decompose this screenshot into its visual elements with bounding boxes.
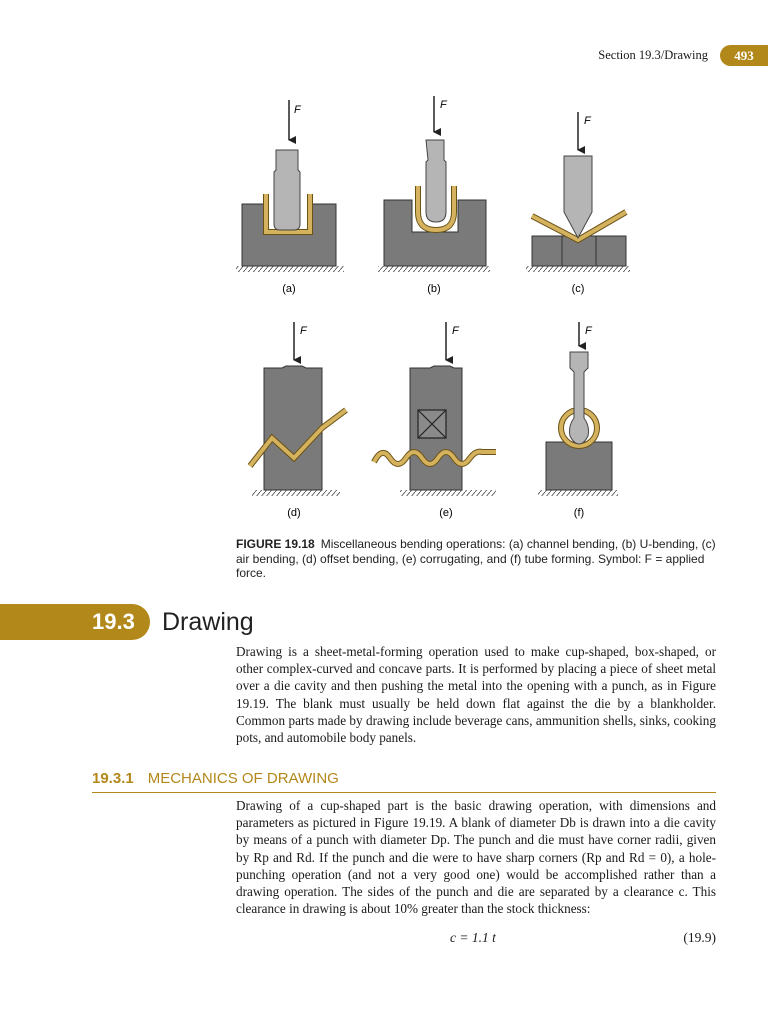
punch <box>274 150 300 230</box>
panel-e-corrugating <box>374 322 496 519</box>
force-label: F <box>585 325 592 337</box>
die-block <box>596 236 626 266</box>
section-title: Drawing <box>162 608 254 636</box>
running-header: Section 19.3/Drawing <box>598 48 708 62</box>
force-label: F <box>300 325 307 337</box>
panel-d-offset-bending <box>250 322 346 519</box>
x-marked-block <box>418 410 446 438</box>
force-label: F <box>452 325 459 337</box>
equation: c = 1.1 t <box>450 930 496 945</box>
ground-hatch <box>252 490 340 496</box>
panel-d-label: (d) <box>287 507 301 519</box>
panel-a-channel-bending <box>236 100 344 295</box>
equation-number: (19.9) <box>683 930 716 945</box>
panel-b-u-bending <box>378 96 490 295</box>
punch <box>570 352 589 444</box>
panel-c-label: (c) <box>571 283 585 295</box>
ground-hatch <box>236 266 344 272</box>
die-block <box>532 236 562 266</box>
panel-b-label: (b) <box>427 283 441 295</box>
panel-f-tube-forming <box>538 322 618 519</box>
figure-caption <box>236 537 716 581</box>
ground-hatch <box>538 490 618 496</box>
force-label: F <box>584 115 591 127</box>
offset-tool <box>264 366 322 490</box>
subsection-title: MECHANICS OF DRAWING <box>147 770 339 787</box>
section-number: 19.3 <box>92 609 135 634</box>
figure-caption-label: FIGURE 19.18 <box>236 537 315 551</box>
panel-c-air-bending <box>526 112 630 295</box>
subsection-paragraph: Drawing of a cup-shaped part is the basic drawing operation, with dimensions and parameters as pictured in Figure 19.19. A blank of diameter Db is drawn into a die cavity by means of a punch with diameter Dp. The punch and die must have corner radii, given by Rp and Rd. If the punch and die were to have sharp corners (Rp and Rd = 0), a hole-punching operation (and not a very good one) would be accomplished rather than a drawing operation. The sides of the punch and die are separated by a clearance c. This clearance in drawing is about 10% greater than the stock thickness: <box>236 798 716 917</box>
subsection-number: 19.3.1 <box>92 770 134 787</box>
ground-hatch <box>378 266 490 272</box>
punch <box>564 156 592 238</box>
panel-a-label: (a) <box>282 283 296 295</box>
ground-hatch <box>526 266 630 272</box>
page-number: 493 <box>720 45 768 66</box>
force-label: F <box>294 104 301 116</box>
punch <box>426 140 446 222</box>
panel-e-label: (e) <box>439 507 453 519</box>
force-label: F <box>440 99 447 111</box>
section-intro-paragraph: Drawing is a sheet-metal-forming operation used to make cup-shaped, box-shaped, or other complex-curved and concave parts. It is performed by placing a piece of sheet metal over a die cavity and then pushing the metal into the opening with a punch, as in Figure 19.19. The blank must usually be held down flat against the die by a blankholder. Common parts made by drawing include beverage cans, ammunition shells, sinks, cooking pots, and automobile body panels. <box>236 644 716 746</box>
die <box>546 442 612 490</box>
panel-f-label: (f) <box>573 507 585 519</box>
figure-caption-text: Miscellaneous bending operations: (a) channel bending, (b) U-bending, (c) air bending, (d) offset bending, (e) corrugating, and (f) tube forming. Symbol: F = applied force. <box>236 537 716 580</box>
ground-hatch <box>400 490 496 496</box>
subsection-heading <box>92 770 716 793</box>
